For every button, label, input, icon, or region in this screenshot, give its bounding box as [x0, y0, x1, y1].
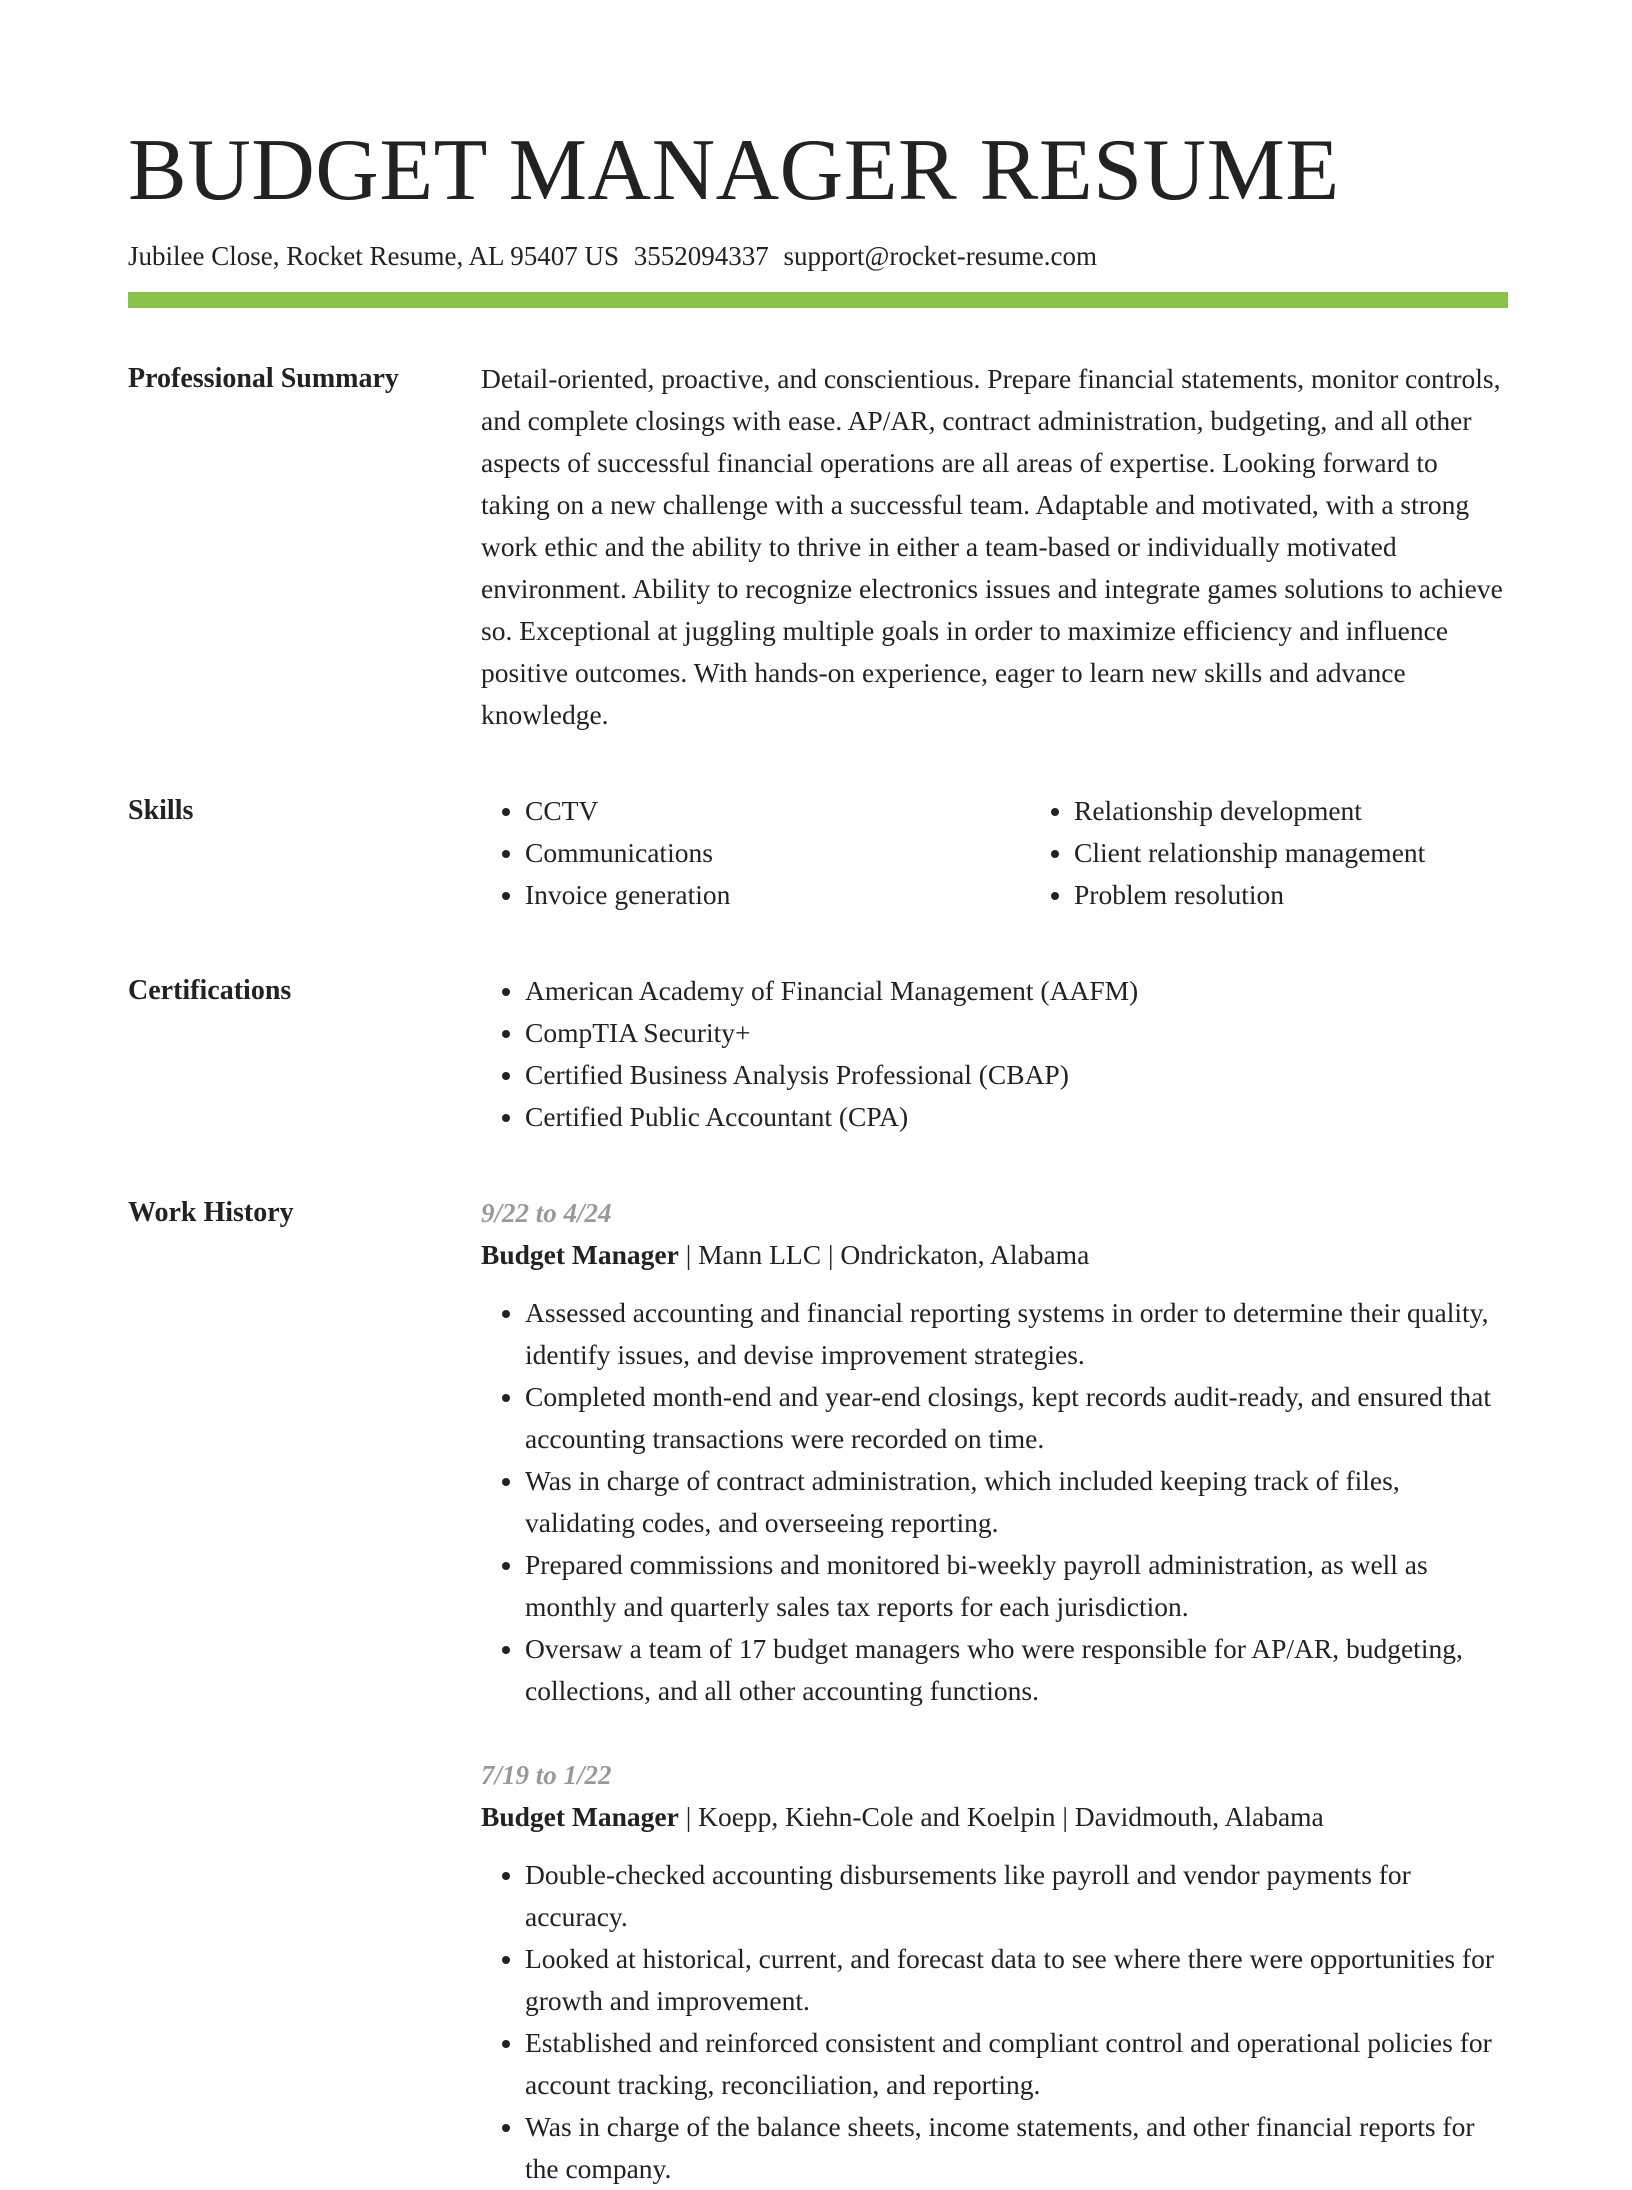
certification-item: • Certified Public Accountant (CPA)	[525, 1096, 1508, 1138]
resume-title: BUDGET MANAGER RESUME	[128, 122, 1340, 219]
job-bullet: • Looked at historical, current, and forecast data to see where there were opportunities for growth and improvement.	[525, 1938, 1508, 2022]
job-bullet: • Double-checked accounting disbursements like payroll and vendor payments for accuracy.	[525, 1854, 1508, 1938]
job-entry	[481, 1754, 1508, 2190]
skills-section	[128, 790, 1508, 916]
job-dates: 9/22 to 4/24	[481, 1198, 612, 1228]
job-bullet: • Assessed accounting and financial reporting systems in order to determine their quality, identify issues, and devise improvement strategies.	[525, 1292, 1508, 1376]
contact-line	[128, 238, 1508, 274]
certification-item: • Certified Business Analysis Professional (CBAP)	[525, 1054, 1508, 1096]
job-heading	[481, 1796, 1508, 1838]
job-dates: 7/19 to 1/22	[481, 1760, 612, 1790]
job-details: | Mann LLC | Ondrickaton, Alabama	[685, 1239, 1090, 1270]
job-bullets	[481, 1854, 1508, 2190]
header-divider	[128, 292, 1508, 308]
skill-item: • Relationship development	[1074, 790, 1579, 832]
certification-item: • American Academy of Financial Management (AAFM)	[525, 970, 1508, 1012]
job-bullet: • Was in charge of contract administration, which included keeping track of files, validating codes, and overseeing reporting.	[525, 1460, 1508, 1544]
contact-email: support@rocket-resume.com	[783, 241, 1097, 271]
certifications-section	[128, 970, 1508, 1138]
certification-item: • CompTIA Security+	[525, 1012, 1508, 1054]
skill-item: • CCTV	[525, 790, 1030, 832]
job-bullet: • Completed month-end and year-end closings, kept records audit-ready, and ensured that accounting transactions were recorded on time.	[525, 1376, 1508, 1460]
job-entry	[481, 1192, 1508, 1712]
job-bullets	[481, 1292, 1508, 1712]
contact-address: Jubilee Close, Rocket Resume, AL 95407 US	[128, 241, 619, 271]
resume-page	[128, 116, 1508, 2190]
summary-text: Detail-oriented, proactive, and conscientious. Prepare financial statements, monitor controls, and complete closings with ease. AP/AR, contract administration, budgeting, and all other aspects of successful financial operations are all areas of expertise. Looking forward to taking on a new challenge with a successful team. Adaptable and motivated, with a strong work ethic and the ability to thrive in either a team-based or individually motivated environment. Ability to recognize electronics issues and integrate games solutions to achieve so. Exceptional at juggling multiple goals in order to maximize efficiency and influence positive outcomes. With hands-on experience, eager to learn new skills and advance knowledge.	[481, 363, 1503, 730]
section-label-work-history: Work History	[128, 1197, 294, 1228]
work-history-section	[128, 1192, 1508, 2190]
skills-list-left	[481, 790, 1030, 916]
skill-item: • Communications	[525, 832, 1030, 874]
job-title: Budget Manager	[481, 1239, 679, 1270]
skills-list-right	[1030, 790, 1579, 916]
summary-section	[128, 358, 1508, 736]
job-bullet: • Oversaw a team of 17 budget managers who were responsible for AP/AR, budgeting, collections, and all other accounting functions.	[525, 1628, 1508, 1712]
job-bullet: • Prepared commissions and monitored bi-weekly payroll administration, as well as monthly and quarterly sales tax reports for each jurisdiction.	[525, 1544, 1508, 1628]
skill-item: • Client relationship management	[1074, 832, 1579, 874]
job-bullet: • Established and reinforced consistent and compliant control and operational policies for account tracking, reconciliation, and reporting.	[525, 2022, 1508, 2106]
job-title: Budget Manager	[481, 1801, 679, 1832]
section-label-certifications: Certifications	[128, 975, 292, 1006]
section-label-summary: Professional Summary	[128, 363, 399, 394]
certifications-list	[481, 970, 1508, 1138]
section-label-skills: Skills	[128, 795, 194, 826]
job-bullet: • Was in charge of the balance sheets, income statements, and other financial reports for the company.	[525, 2106, 1508, 2190]
job-heading	[481, 1234, 1508, 1276]
skill-item: • Problem resolution	[1074, 874, 1579, 916]
job-details: | Koepp, Kiehn-Cole and Koelpin | Davidmouth, Alabama	[685, 1801, 1324, 1832]
contact-phone: 3552094337	[633, 241, 769, 271]
skill-item: • Invoice generation	[525, 874, 1030, 916]
